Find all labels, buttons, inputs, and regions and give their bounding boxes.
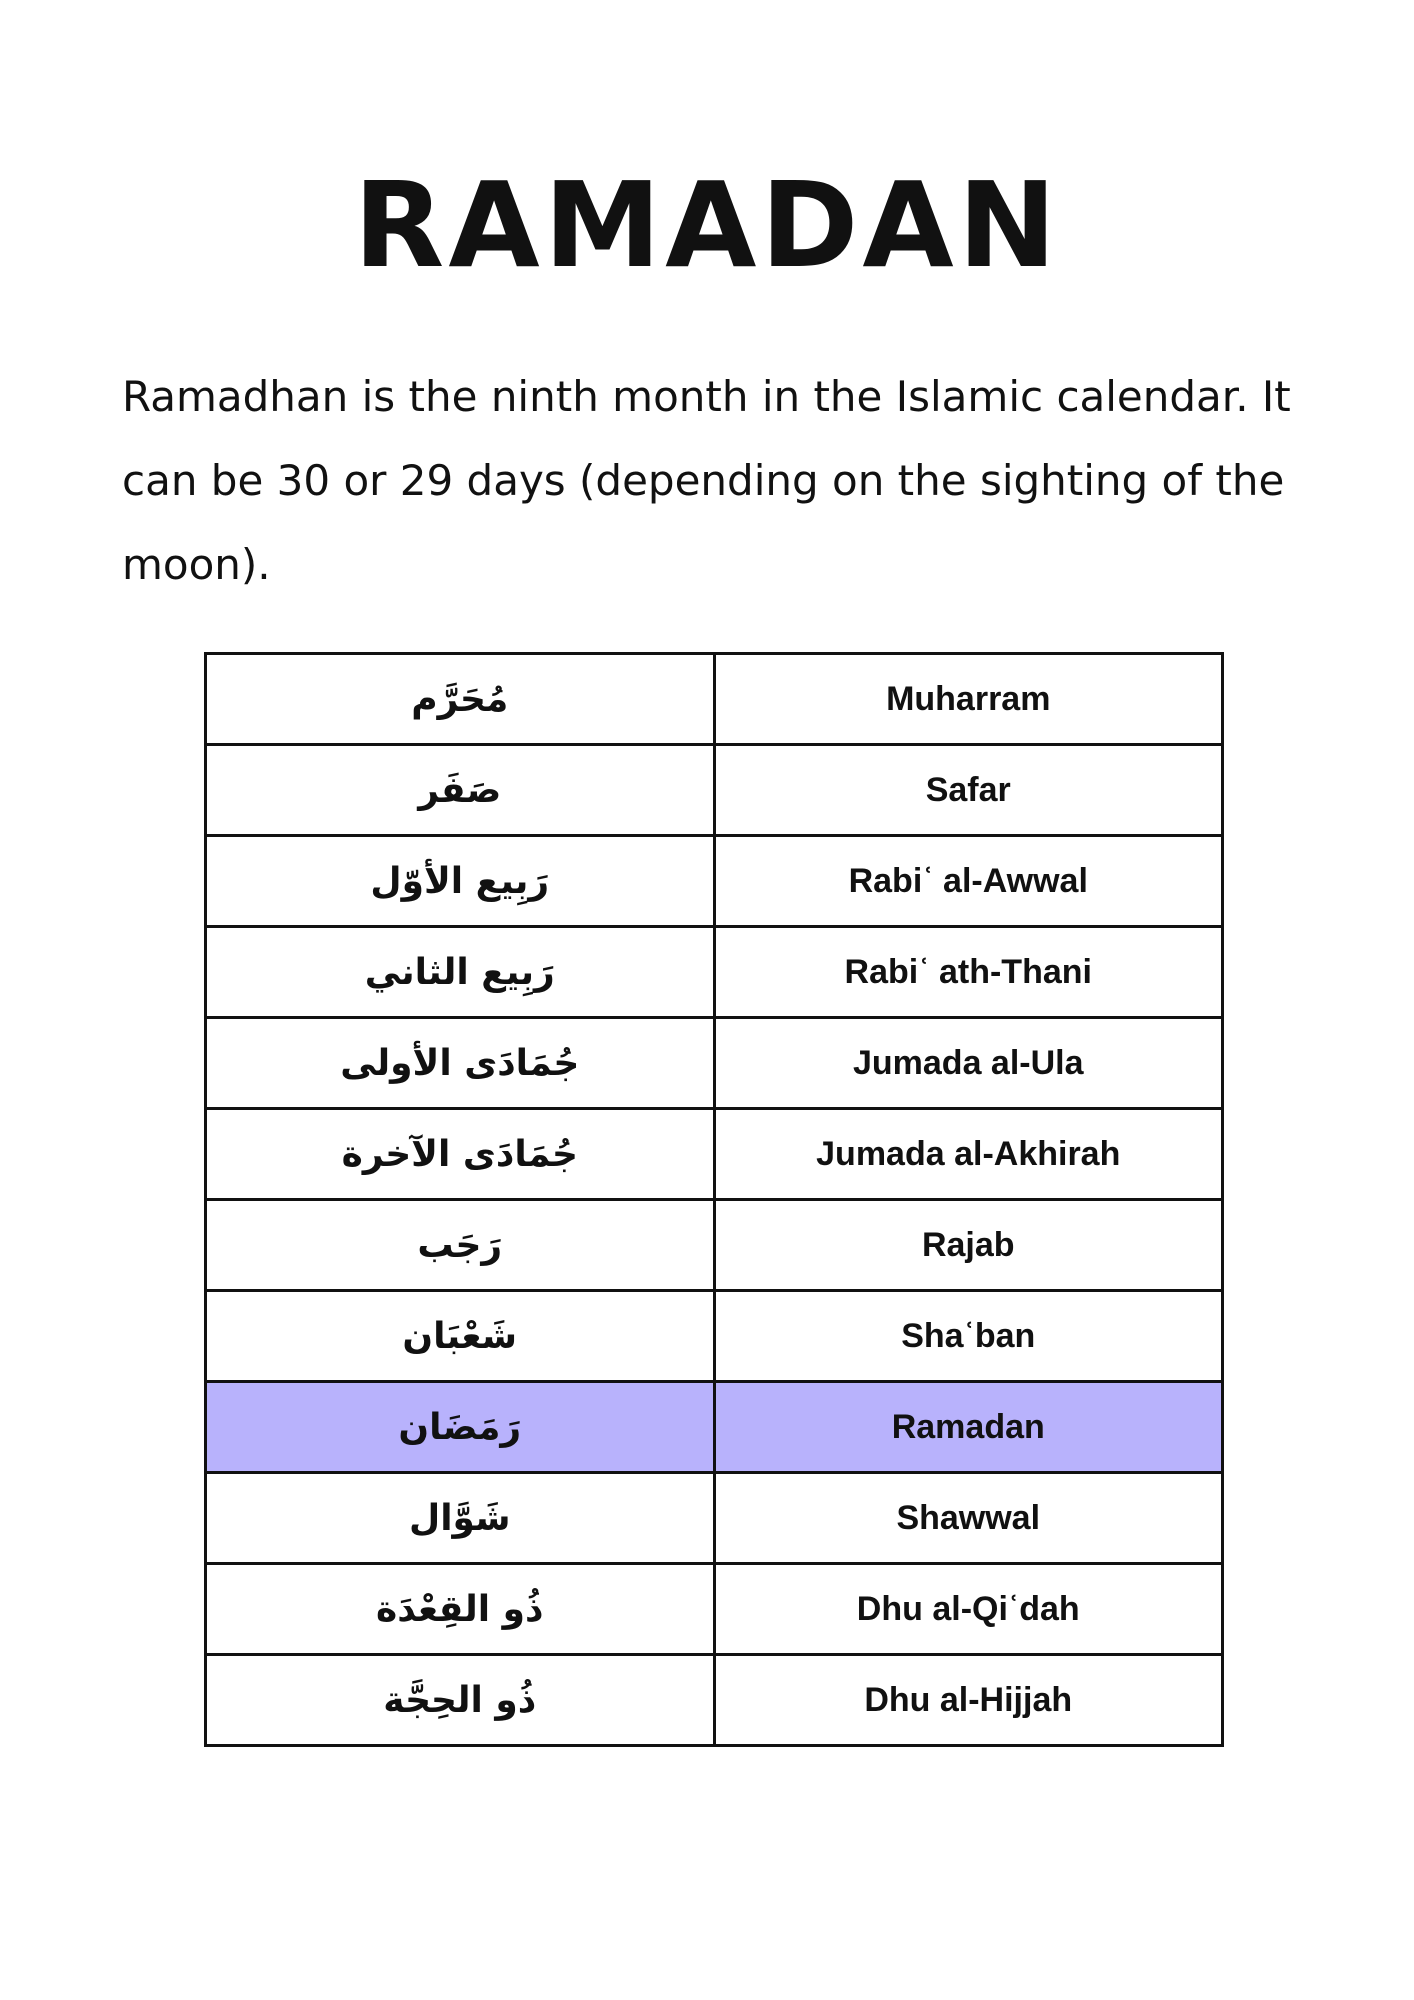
arabic-month-cell: رَبِيع الثاني [206,927,715,1018]
table-row [206,927,1223,1018]
english-month-cell: Dhu al-Qiʿdah [714,1564,1223,1655]
english-month-cell: Jumada al-Akhirah [714,1109,1223,1200]
highlighted-row-ramadan [206,1382,1223,1473]
english-month-cell: Safar [714,745,1223,836]
english-month-cell: Rabiʿ al-Awwal [714,836,1223,927]
table-row [206,836,1223,927]
english-month-cell: Dhu al-Hijjah [714,1655,1223,1746]
arabic-month-cell: جُمَادَى الآخرة [206,1109,715,1200]
table-row [206,654,1223,745]
months-table [204,652,1224,1747]
arabic-month-cell: شَعْبَان [206,1291,715,1382]
table-row [206,745,1223,836]
arabic-month-cell: رَمَضَان [206,1382,715,1473]
table-row [206,1109,1223,1200]
table-row [206,1655,1223,1746]
english-month-cell: Rabiʿ ath-Thani [714,927,1223,1018]
english-month-cell: Muharram [714,654,1223,745]
english-month-cell: Shaʿban [714,1291,1223,1382]
table-row [206,1291,1223,1382]
arabic-month-cell: صَفَر [206,745,715,836]
arabic-month-cell: جُمَادَى الأولى [206,1018,715,1109]
table-row [206,1018,1223,1109]
english-month-cell: Ramadan [714,1382,1223,1473]
arabic-month-cell: شَوَّال [206,1473,715,1564]
arabic-month-cell: رَجَب [206,1200,715,1291]
arabic-month-cell: رَبِيع الأوّل [206,836,715,927]
english-month-cell: Shawwal [714,1473,1223,1564]
english-month-cell: Jumada al-Ula [714,1018,1223,1109]
english-month-cell: Rajab [714,1200,1223,1291]
page-title: RAMADAN [353,156,1061,294]
intro-paragraph: Ramadhan is the ninth month in the Islamic calendar. It can be 30 or 29 days (depending on the sighting of the moon). [122,372,1291,589]
arabic-month-cell: ذُو الحِجَّة [206,1655,715,1746]
table-row [206,1564,1223,1655]
table-row [206,1473,1223,1564]
arabic-month-cell: مُحَرَّم [206,654,715,745]
table-row [206,1200,1223,1291]
arabic-month-cell: ذُو القِعْدَة [206,1564,715,1655]
